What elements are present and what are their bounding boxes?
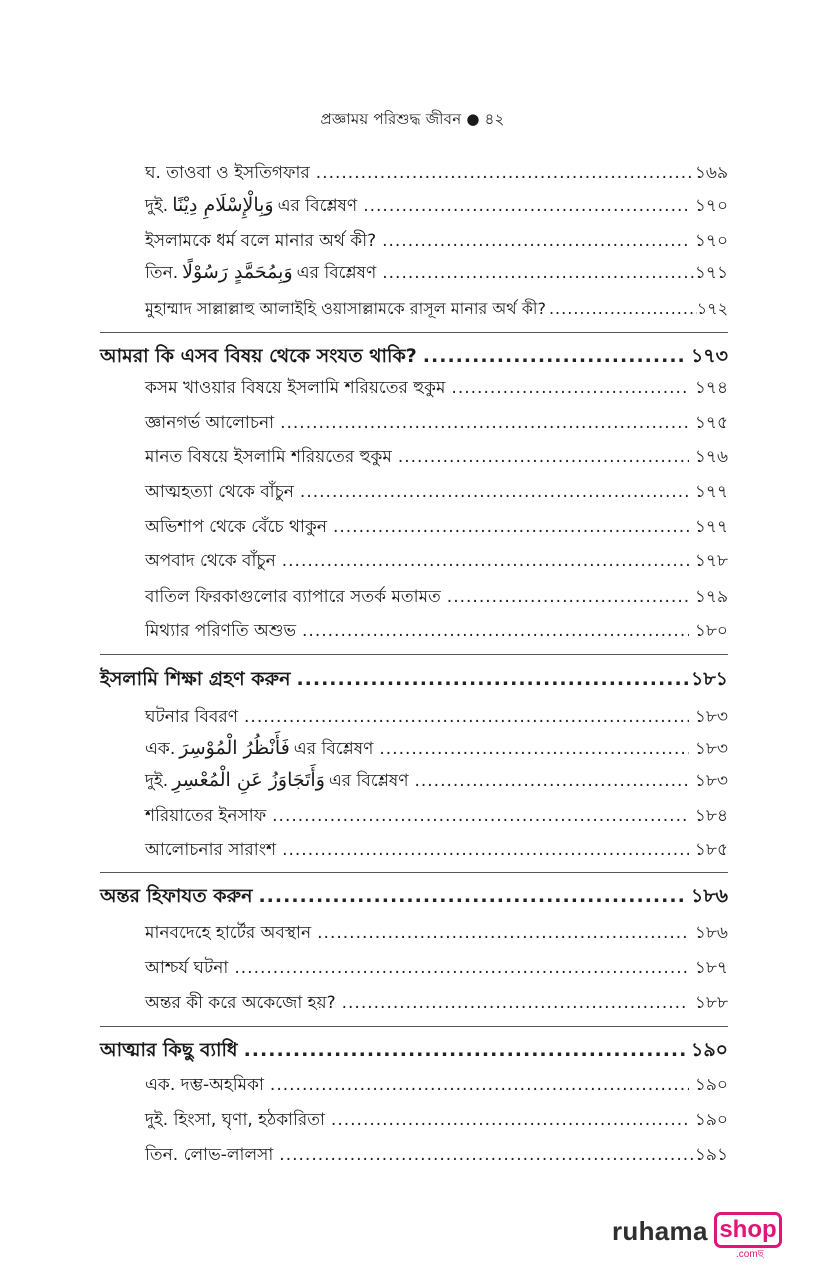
toc-entry-title [145,736,373,764]
toc-entry-page: ১৭০ [694,196,728,216]
toc-entry-title: মানত বিষয়ে ইসলামি শরিয়তের হুকুম [145,447,392,467]
toc-entry-suffix: এর বিশ্লেষণ [277,196,358,216]
toc-entry-title: শরিয়াতের ইনসাফ [145,806,267,826]
dot-leader [447,587,689,607]
toc-chapter-page: ১৮৬ [690,885,728,907]
arabic-phrase: وَبِمُحَمَّدٍ رَسُوْلًا [182,261,293,283]
toc-entry [145,228,728,256]
toc-entry-page: ১৭০ [694,231,728,251]
toc-entry-page: ১৭১ [694,263,728,283]
ruhamashop-logo [612,1210,782,1258]
toc-chapter-page: ১৮১ [691,668,728,690]
toc-entry-suffix: এর বিশ্লেষণ [296,263,377,283]
logo-domain: .comছ [736,1249,764,1260]
toc-entry-title: আত্মহত্যা থেকে বাঁচুন [145,482,294,502]
toc-entry-suffix: এর বিশ্লেষণ [293,739,374,759]
toc-entry [145,296,728,323]
logo-shop-badge: shop [714,1212,782,1248]
toc-entry-page: ১৭৮ [694,551,728,571]
toc-entry-page: ১৭৪ [694,378,728,398]
arabic-phrase: وَبِالْإِسْلَامِ دِيْنًا [172,194,274,216]
toc-entry-title: ঘ. তাওবা ও ইসতিগফার [145,163,310,183]
toc-entry-title: দুই. হিংসা, ঘৃণা, হঠকারিতা [145,1110,325,1130]
toc-chapter [100,665,728,697]
toc-entry [145,704,728,732]
toc-entry-title [145,193,357,221]
toc-chapter [100,342,728,374]
section-divider [100,872,728,873]
toc-entry [145,1107,728,1135]
dot-leader [279,1145,695,1165]
toc-entry [145,444,728,472]
toc-entry-title: কসম খাওয়ার বিষয়ে ইসলামি শরিয়তের হুকুম [145,378,446,398]
toc-entry-title: জ্ঞানগর্ভ আলোচনা [145,413,275,433]
toc-entry-page: ১৭৫ [694,413,728,433]
dot-leader [316,163,695,183]
toc-chapter [100,1036,728,1068]
dot-leader [272,806,689,826]
toc-entry-page: ১৭২ [696,299,728,318]
toc-entry-title [145,768,408,796]
toc-entry-page: ১৮৩ [694,739,728,759]
section-divider [100,654,728,655]
toc-entry-title: তিন. লোভ-লালসা [145,1145,274,1165]
toc-entry-page: ১৬৯ [694,163,728,183]
toc-chapter-title: আত্মার কিছু ব্যাধি [100,1039,238,1061]
toc-entry-title: বাতিল ফিরকাগুলোর ব্যাপারে সতর্ক মতামত [145,587,441,607]
toc-entry-title: আলোচনার সারাংশ [145,840,277,860]
toc-entry-prefix: দুই. [145,196,169,216]
dot-leader [379,739,689,759]
toc-entry-page: ১৮৩ [694,771,728,791]
dot-leader [549,299,697,318]
toc-entry-page: ১৮৫ [694,840,728,860]
toc-chapter [100,882,728,914]
dot-leader [398,447,689,467]
toc-entry-prefix: এক. [145,739,176,759]
toc-entry [145,1072,728,1100]
logo-wordmark: ruhama [612,1216,708,1246]
toc-entry [145,375,728,403]
toc-chapter-title: অন্তর হিফাযত করুন [100,885,253,907]
toc-entry-page: ১৮০ [694,621,728,641]
dot-leader [282,840,689,860]
toc-entry-page: ১৭৭ [694,482,728,502]
toc-chapter-title: আমরা কি এসব বিষয় থেকে সংযত থাকি? [100,345,417,367]
toc-entry-title [145,260,376,288]
toc-entry-suffix: এর বিশ্লেষণ [328,771,409,791]
toc-entry [145,260,728,288]
toc-entry [145,618,728,646]
toc-entry-title: অপবাদ থেকে বাঁচুন [145,551,276,571]
dot-leader [244,1039,685,1061]
toc-entry-page: ১৯০ [694,1075,728,1095]
toc-entry-prefix: তিন. [145,263,179,283]
dot-leader [296,668,691,690]
toc-entry-title: মানবদেহে হার্টের অবস্থান [145,923,312,943]
dot-leader [234,958,689,978]
dot-leader [451,378,688,398]
dot-leader [333,517,689,537]
dot-leader [282,551,689,571]
dot-leader [317,923,689,943]
toc-entry [145,736,728,764]
toc-entry-page: ১৭৯ [694,587,728,607]
toc-entry-page: ১৭৬ [694,447,728,467]
toc-entry [145,768,728,796]
toc-entry [145,410,728,438]
toc-entry-prefix: দুই. [145,771,169,791]
dot-leader [382,263,695,283]
toc-entry-title: এক. দম্ভ-অহমিকা [145,1075,264,1095]
toc-entry [145,193,728,221]
toc-entry-title: অন্তর কী করে অকেজো হয়? [145,993,336,1013]
dot-leader [258,885,685,907]
toc-entry-title: অভিশাপ থেকে বেঁচে থাকুন [145,517,327,537]
toc-entry-title: মুহাম্মাদ সাল্লাল্লাহু আলাইহি ওয়াসাল্লামকে রাসূল মানার অর্থ কী? [145,299,546,318]
dot-leader [363,196,689,216]
toc-entry-title: ঘটনার বিবরণ [145,707,239,727]
toc-entry-page: ১৮৪ [694,806,728,826]
section-divider [100,1026,728,1027]
toc-entry-title: মিথ্যার পরিণতি অশুভ [145,621,297,641]
dot-leader [300,482,689,502]
dot-leader [280,413,689,433]
toc-entry-title: আশ্চর্য ঘটনা [145,958,229,978]
toc-entry [145,837,728,865]
toc-entry-page: ১৮৭ [694,958,728,978]
arabic-phrase: فَأَنْظُرُ الْمُوْسِرَ [179,737,290,759]
dot-leader [342,993,689,1013]
toc-entry-page: ১৯১ [694,1145,728,1165]
dot-leader [423,345,685,367]
dot-leader [382,231,689,251]
toc-entry [145,548,728,576]
toc-entry-page: ১৮৬ [694,923,728,943]
dot-leader [331,1110,689,1130]
toc-entry [145,584,728,612]
toc-entry-page: ১৭৭ [694,517,728,537]
toc-entry [145,1142,728,1170]
dot-leader [414,771,688,791]
dot-leader [302,621,689,641]
toc-entry-page: ১৮৮ [694,993,728,1013]
toc-chapter-title: ইসলামি শিক্ষা গ্রহণ করুন [100,668,291,690]
arabic-phrase: وَأَتَجَاوَزُ عَنِ الْمُعْسِرِ [172,769,325,791]
toc-entry [145,514,728,542]
toc-entry-title: ইসলামকে ধর্ম বলে মানার অর্থ কী? [145,231,377,251]
toc-entry [145,955,728,983]
toc-entry [145,990,728,1018]
toc-entry [145,479,728,507]
toc-entry [145,160,728,188]
section-divider [100,332,728,333]
toc-entry [145,920,728,948]
toc-chapter-page: ১৯০ [690,1039,728,1061]
toc-entry-page: ১৮৩ [694,707,728,727]
dot-leader [270,1075,689,1095]
dot-leader [244,707,689,727]
toc-entry [145,803,728,831]
running-header: প্রজ্ঞাময় পরিশুদ্ধ জীবন ● ৪২ [320,110,505,128]
toc-entry-page: ১৯০ [694,1110,728,1130]
toc-chapter-page: ১৭৩ [690,345,728,367]
